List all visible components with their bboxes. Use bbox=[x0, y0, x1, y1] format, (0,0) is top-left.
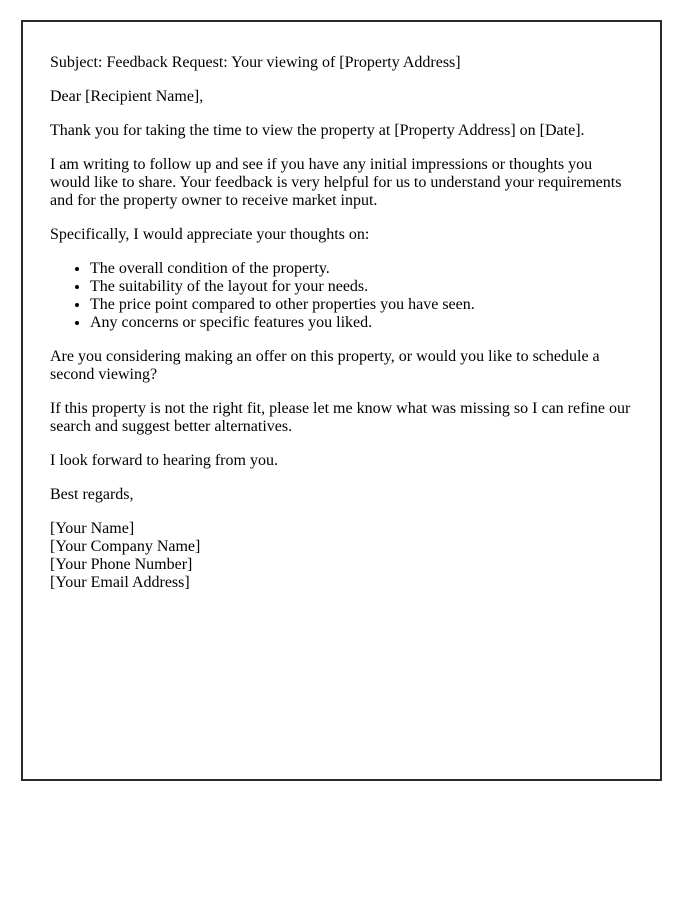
feedback-bullet-list bbox=[50, 260, 633, 332]
signature-phone: [Your Phone Number] bbox=[50, 556, 193, 573]
bullet-item-condition: • The overall condition of the property. bbox=[90, 260, 633, 278]
bullet-item-concerns: • Any concerns or specific features you liked. bbox=[90, 314, 633, 332]
paragraph-follow-up: I am writing to follow up and see if you have any initial impressions or thoughts you would like to share. Your feedback is very helpful for us to understand your requirements and for the property owner to receive market input. bbox=[50, 156, 622, 209]
signature-email: [Your Email Address] bbox=[50, 574, 190, 591]
paragraph-not-right-fit: If this property is not the right fit, please let me know what was missing so I can refine our search and suggest better alternatives. bbox=[50, 400, 631, 435]
paragraph-specifics-intro: Specifically, I would appreciate your thoughts on: bbox=[50, 226, 370, 243]
closing-line: Best regards, bbox=[50, 486, 134, 503]
paragraph-offer-question: Are you considering making an offer on this property, or would you like to schedule a second viewing? bbox=[50, 348, 600, 383]
signature-name: [Your Name] bbox=[50, 520, 135, 537]
signature-company: [Your Company Name] bbox=[50, 538, 201, 555]
paragraph-thanks: Thank you for taking the time to view the property at [Property Address] on [Date]. bbox=[50, 122, 585, 139]
bullet-item-layout: • The suitability of the layout for your needs. bbox=[90, 278, 633, 296]
signature-block bbox=[50, 520, 633, 592]
letter-document bbox=[21, 20, 662, 781]
paragraph-look-forward: I look forward to hearing from you. bbox=[50, 452, 278, 469]
salutation: Dear [Recipient Name], bbox=[50, 88, 204, 105]
subject-line: Subject: Feedback Request: Your viewing of [Property Address] bbox=[50, 54, 461, 71]
bullet-item-price: • The price point compared to other properties you have seen. bbox=[90, 296, 633, 314]
